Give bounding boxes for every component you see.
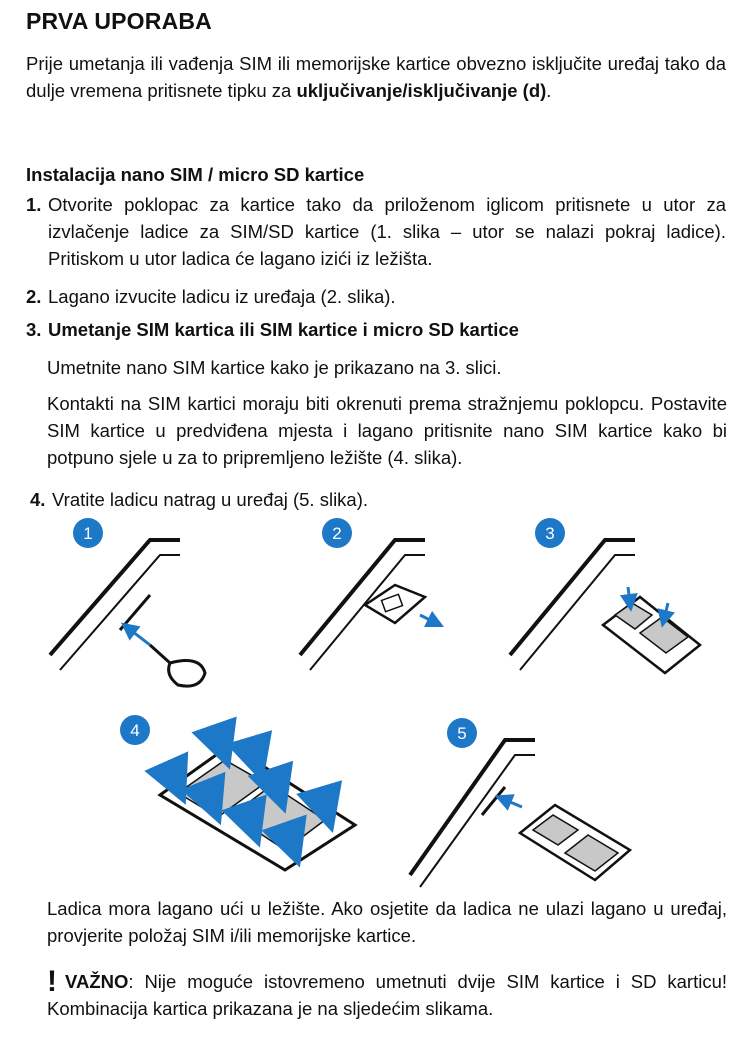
power-button-label: uključivanje/isključivanje (d) [296,80,547,101]
step-text: Otvorite poklopac za kartice tako da priloženom iglicom pritisnete u utor za izvlačenje ladice za SIM/SD kartice (1. slika – utor se nalazi pokraj ladice). Pritiskom u utor ladica će lagano izići iz ležišta. [48,194,726,269]
badge-number: 5 [457,724,467,743]
step-4 [30,486,730,513]
press-arrow-icon [272,773,278,791]
step-1 [26,191,726,272]
tray-note: Ladica mora lagano ući u ležište. Ako osjetite da ladica ne ulazi lagano u uređaj, provjerite položaj SIM i/ili memorijske kartice. [47,898,727,946]
insert-arrow-icon [664,603,668,619]
insert-arrow-icon [628,587,630,603]
sim-tray-illustrations [0,515,751,890]
insert-arrow-icon [503,799,522,807]
badge-number: 2 [332,524,342,543]
important-text: : Nije moguće istovremeno umetnuti dvije SIM kartice i SD karticu! Kombinacija kartica prikazana je na sljedećim slikama. [47,971,727,1019]
step-number: 2. [26,286,42,307]
figure-5 [410,718,630,887]
intro-text: Prije umetanja ili vađenja SIM ili memorijske kartice obvezno isključite uređaj tako da dulje vremena pritisnete tipku za [26,53,726,101]
page-title: PRVA UPORABA [26,8,212,34]
step-number: 4. [30,489,46,510]
step-text: Umetanje SIM kartica ili SIM kartice i micro SD kartice [48,319,519,340]
important-label: VAŽNO [65,971,129,992]
push-arrow-icon [128,628,150,645]
figure-4 [120,715,355,870]
step-text: Vratite ladicu natrag u uređaj (5. slika). [52,489,369,510]
sim-tray [520,805,630,880]
step-text: Lagano izvucite ladicu iz uređaja (2. slika). [48,286,396,307]
step3-paragraph-1: Umetnite nano SIM kartice kako je prikazano na 3. slici. [47,357,502,378]
tray-slot [120,595,150,630]
step-2 [26,283,726,310]
badge-number: 1 [83,524,93,543]
badge-number: 3 [545,524,555,543]
step-number: 3. [26,319,42,340]
intro-end: . [546,80,552,101]
sim-tray [365,585,425,623]
step-3 [26,316,726,343]
figure-1 [50,518,205,686]
important-note [47,965,727,1022]
step-number: 1. [26,194,42,215]
press-arrow-icon [215,727,222,747]
intro-paragraph [26,50,726,104]
step3-paragraph-2: Kontakti na SIM kartici moraju biti okrenuti prema stražnjemu poklopcu. Postavite SIM kartice u predviđena mjesta i lagano pritisnite nano SIM kartice kako bi potpuno sjele u za to pripremljeno ležište (4. slika). [47,393,727,468]
press-arrow-icon [168,765,176,783]
install-heading: Instalacija nano SIM / micro SD kartice [26,164,365,185]
figure-3 [510,518,700,673]
tray-slot [482,787,505,815]
badge-number: 4 [130,721,140,740]
eject-pin-icon [150,645,205,686]
figure-2 [300,518,436,670]
pull-arrow-icon [420,615,436,623]
warning-icon: ! [47,965,57,998]
